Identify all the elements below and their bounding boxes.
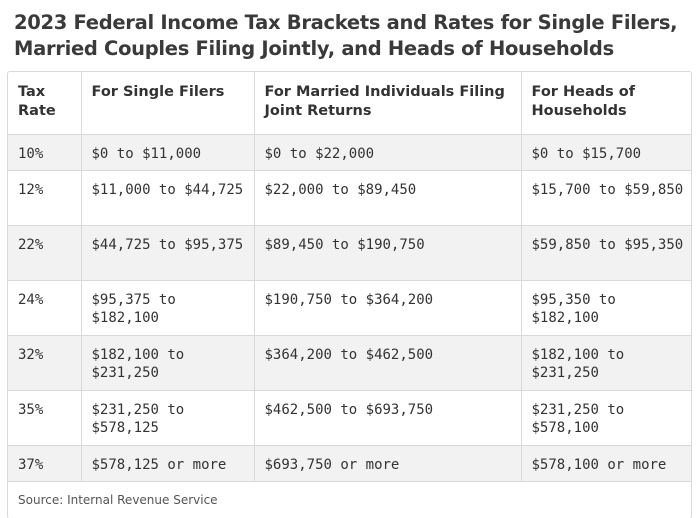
heads-of-households-cell: $95,350 to $182,100: [521, 280, 692, 335]
married-joint-cell: $0 to $22,000: [254, 134, 521, 170]
single-filers-cell: $182,100 to $231,250: [81, 335, 254, 390]
tax-rate-cell: 32%: [8, 335, 81, 390]
header-single-filers: For Single Filers: [81, 72, 254, 134]
table-row: [8, 280, 692, 335]
tax-rate-cell: 10%: [8, 134, 81, 170]
table-row: [8, 170, 692, 225]
table-row: [8, 335, 692, 390]
single-filers-cell: $44,725 to $95,375: [81, 225, 254, 280]
page-title: 2023 Federal Income Tax Brackets and Rates for Single Filers, Married Couples Filing Jointly, and Heads of Households: [14, 11, 678, 60]
single-filers-cell: $95,375 to $182,100: [81, 280, 254, 335]
married-joint-cell: $190,750 to $364,200: [254, 280, 521, 335]
tax-rate-cell: 37%: [8, 445, 81, 481]
table-header-row: [8, 72, 692, 134]
tax-bracket-table: [7, 71, 692, 518]
tax-rate-cell: 22%: [8, 225, 81, 280]
heads-of-households-cell: $0 to $15,700: [521, 134, 692, 170]
tax-rate-cell: 12%: [8, 170, 81, 225]
header-tax-rate: Tax Rate: [8, 72, 81, 134]
table-row: [8, 390, 692, 445]
single-filers-cell: $0 to $11,000: [81, 134, 254, 170]
married-joint-cell: $462,500 to $693,750: [254, 390, 521, 445]
tax-table: [8, 72, 692, 482]
heads-of-households-cell: $578,100 or more: [521, 445, 692, 481]
married-joint-cell: $22,000 to $89,450: [254, 170, 521, 225]
heads-of-households-cell: $182,100 to $231,250: [521, 335, 692, 390]
single-filers-cell: $231,250 to $578,125: [81, 390, 254, 445]
table-row: [8, 445, 692, 481]
heads-of-households-cell: $15,700 to $59,850: [521, 170, 692, 225]
table-row: [8, 225, 692, 280]
heads-of-households-cell: $59,850 to $95,350: [521, 225, 692, 280]
married-joint-cell: $364,200 to $462,500: [254, 335, 521, 390]
married-joint-cell: $693,750 or more: [254, 445, 521, 481]
tax-rate-cell: 35%: [8, 390, 81, 445]
header-married-joint: For Married Individuals Filing Joint Returns: [254, 72, 521, 134]
heads-of-households-cell: $231,250 to $578,100: [521, 390, 692, 445]
table-row: [8, 134, 692, 170]
single-filers-cell: $578,125 or more: [81, 445, 254, 481]
header-heads-of-households: For Heads of Households: [521, 72, 692, 134]
tax-rate-cell: 24%: [8, 280, 81, 335]
single-filers-cell: $11,000 to $44,725: [81, 170, 254, 225]
source-note: Source: Internal Revenue Service: [8, 482, 691, 518]
married-joint-cell: $89,450 to $190,750: [254, 225, 521, 280]
